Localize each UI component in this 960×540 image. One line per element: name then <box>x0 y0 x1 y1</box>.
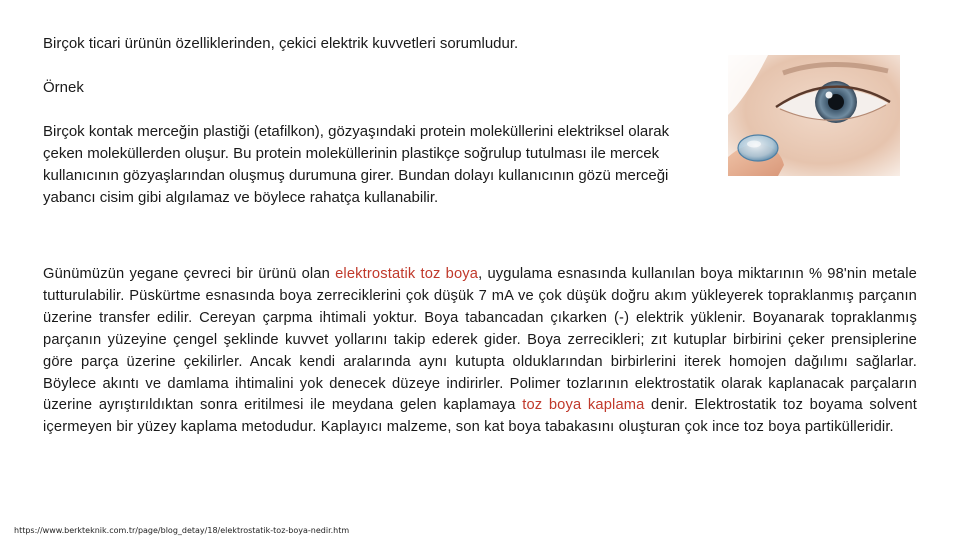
intro-text: Birçok ticari ürünün özelliklerinden, çekici elektrik kuvvetleri sorumludur. <box>43 35 519 52</box>
highlight-electrostatic-powder: elektrostatik toz boya <box>335 266 479 282</box>
powder-coating-paragraph <box>43 264 917 439</box>
paragraph-text-2: , uygulama esnasında kullanılan boya miktarının % 98'nin metale tutturulabilir. Püskürtme esnasında boya zerreciklerini çok düşük 7 mA ve çok düşük doğru akım yükleyerek topraklanmış parçanın üzerine transfer edilir. Cereyan çarpma ihtimali yoktur. Boya tabancadan çıkarken (-) elektrik yüklenir. Boyanarak topraklanmış parçanın yüzeyine çengel şeklinde kuvvet yollarını takip ederek gider. Boya zerrecikleri; zıt kutuplar birbirini çeker prensiplerine göre parça üzerine çekilirler. Ancak kendi aralarında aynı kutupta olduklarından birbirlerini iterek homojen dağılımı sağlarlar. Böylece akıntı ve damlama ihtimalini yok denecek düzeye indirirler. Polimer tozlarının elektrostatik olarak kaplanacak parçaların üzerine ayrıştırıldıktan sonra eritilmesi ile meydana gelen kaplamaya <box>43 266 917 414</box>
contact-lens-eye-image <box>728 55 900 176</box>
highlight-powder-coating: toz boya kaplama <box>522 397 645 414</box>
paragraph-text-3: denir. Elektrostatik toz boyama solvent içermeyen bir yüzey kaplama metodudur. Kaplayıcı malzeme, son kat boya tabakasını oluşturan çok ince toz boya partikülleridir. <box>43 397 917 436</box>
example-label: Örnek <box>43 79 84 96</box>
example-paragraph: Birçok kontak merceğin plastiği (etafilkon), gözyaşındaki protein moleküllerini elektriksel olarak çeken moleküllerden oluşur. Bu protein moleküllerinin plastikçe soğrulup tutulması ile mercek kullanıcının gözyaşlarından oluşmuş durumuna girer. Bundan dolayı kullanıcının gözü merceği yabancı cisim gibi algılamaz ve böylece rahatça kullanabilir. <box>43 123 670 206</box>
source-url: https://www.berkteknik.com.tr/page/blog_detay/18/elektrostatik-toz-boya-nedir.htm <box>14 526 350 535</box>
paragraph-text-1: Günümüzün yegane çevreci bir ürünü olan <box>43 266 336 282</box>
